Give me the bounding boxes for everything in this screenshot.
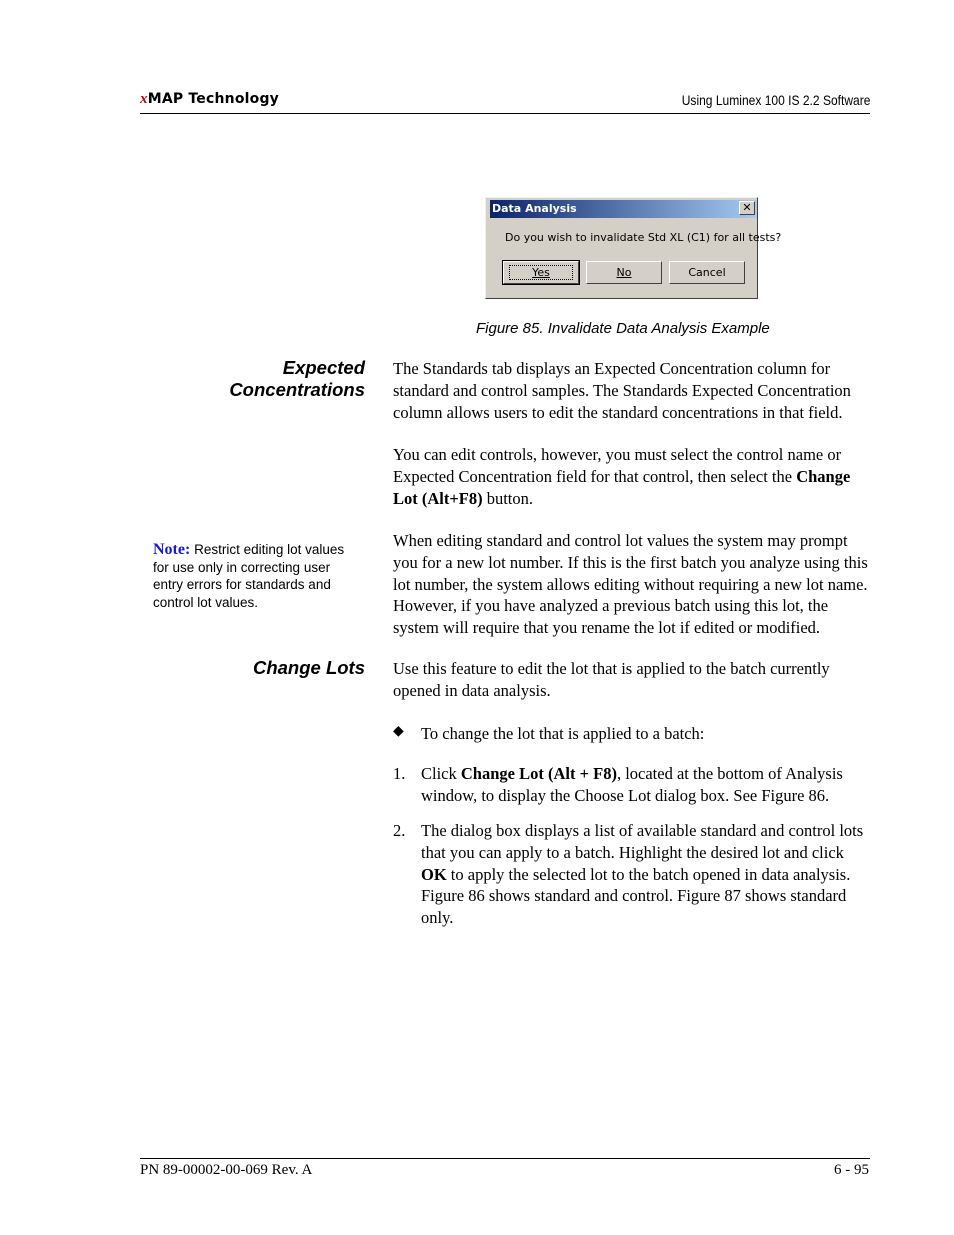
note-callout <box>153 541 363 611</box>
heading-expected-concentrations <box>229 357 365 401</box>
heading-line-2: Concentrations <box>229 379 365 400</box>
procedure-heading: To change the lot that is applied to a batch: <box>421 724 705 743</box>
change-lot-bold: Change Lot (Alt+F8) <box>393 466 851 508</box>
brand-x: x <box>140 91 148 107</box>
step-2-number: 2. <box>393 821 406 840</box>
figure-caption: Figure 85. Invalidate Data Analysis Example <box>476 320 770 337</box>
note-text: Restrict editing lot values for use only in correcting user entry errors for standards and control lot values. <box>153 542 345 610</box>
yes-button-label: Yes <box>509 265 573 280</box>
no-button-label: No <box>616 266 632 279</box>
no-button[interactable] <box>586 261 662 284</box>
header-doc-title: Using Luminex 100 IS 2.2 Software <box>681 92 870 108</box>
cancel-button-label: Cancel <box>688 266 726 279</box>
header-rule <box>140 113 870 114</box>
expected-para-3: When editing standard and control lot values the system may prompt you for a new lot number. If this is the first batch you analyze using this lot number, the system allows editing without requiring a new lot name. However, if you have analyzed a previous batch using this lot, the system will require that you rename the lot if edited or modified. <box>393 531 868 638</box>
header-brand <box>140 91 279 108</box>
note-label: Note: <box>153 541 191 558</box>
footer-part-number: PN 89-00002-00-069 Rev. A <box>140 1162 313 1178</box>
close-icon[interactable]: ✕ <box>739 201 755 215</box>
para2-post: button. <box>482 488 534 508</box>
cancel-button[interactable] <box>669 261 745 284</box>
expected-para-2 <box>393 444 871 509</box>
dialog-message: Do you wish to invalidate Std XL (C1) for all tests? <box>505 231 782 244</box>
step1-post: , located at the bottom of Analysis window, to display the Choose Lot dialog box. See Figure 86. <box>421 764 843 805</box>
dialog-title: Data Analysis <box>492 202 577 215</box>
para2-pre: You can edit controls, however, you must select the control name or Expected Concentration field for that control, then select the <box>393 445 842 486</box>
step-1-number: 1. <box>393 764 406 783</box>
step2-bold: OK <box>421 864 447 884</box>
expected-para-1: The Standards tab displays an Expected Concentration column for standard and control samples. The Standards Expected Concentration column allows users to edit the standard concentrations in that field. <box>393 359 851 422</box>
step-1-text <box>421 763 871 807</box>
change-lots-intro: Use this feature to edit the lot that is applied to the batch currently opened in data analysis. <box>393 659 830 700</box>
diamond-bullet-icon: ◆ <box>393 723 404 739</box>
step-2-text <box>421 820 871 929</box>
step1-bold: Change Lot (Alt + F8) <box>460 764 617 783</box>
footer-rule <box>140 1158 870 1159</box>
step2-pre: The dialog box displays a list of available standard and control lots that you can apply to a batch. Highlight the desired lot and click <box>421 821 864 862</box>
yes-button[interactable] <box>503 261 579 284</box>
heading-change-lots: Change Lots <box>252 657 365 678</box>
heading-line-1: Expected <box>282 357 365 378</box>
step2-post: to apply the selected lot to the batch opened in data analysis. Figure 86 shows standard and control. Figure 87 shows standard only. <box>421 864 851 928</box>
step1-pre: Click <box>421 764 461 783</box>
footer-page-number: 6 - 95 <box>834 1162 869 1178</box>
brand-rest: MAP Technology <box>147 91 280 107</box>
